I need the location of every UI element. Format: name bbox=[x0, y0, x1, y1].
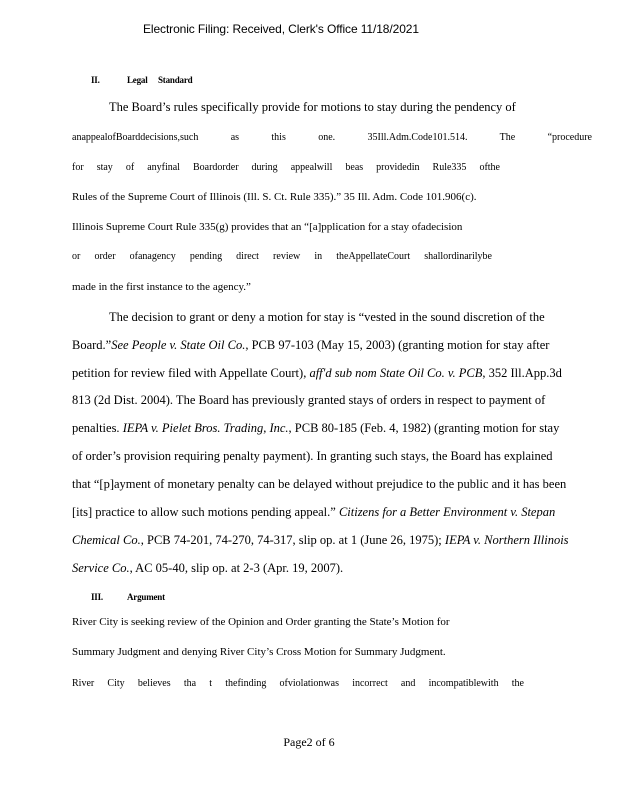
body-line: of order’s provision requiring penalty payment). In granting such stays, the Board has explained bbox=[72, 449, 553, 463]
body-line: made in the first instance to the agency.” bbox=[72, 281, 251, 293]
section-title-word: Standard bbox=[158, 75, 193, 85]
body-text: Board.” bbox=[72, 338, 112, 352]
body-line bbox=[72, 562, 343, 575]
body-text: , PCB 80-185 (Feb. 4, 1982) (granting motion for stay bbox=[288, 421, 560, 435]
section-heading-legal-standard bbox=[91, 75, 192, 85]
section-title-word: Legal bbox=[127, 75, 148, 85]
body-line: The Board’s rules specifically provide for motions to stay during the pendency of bbox=[109, 100, 516, 114]
case-citation: aff'd sub nom State Oil Co. v. PCB bbox=[309, 366, 483, 380]
section-number: III. bbox=[91, 592, 103, 602]
section-heading-argument bbox=[91, 592, 165, 602]
body-line: or order ofanagency pending direct review in theAppellateCourt shallordinarilybe bbox=[72, 251, 492, 262]
section-number: II. bbox=[91, 75, 100, 85]
body-line: Summary Judgment and denying River City’s Cross Motion for Summary Judgment. bbox=[72, 646, 446, 658]
body-text: penalties. bbox=[72, 421, 120, 435]
case-citation: Citizens for a Better Environment v. Stepan bbox=[338, 505, 556, 519]
body-line: Rules of the Supreme Court of Illinois (Ill. S. Ct. Rule 335).” 35 Ill. Adm. Code 101.906(c). bbox=[72, 191, 477, 203]
body-text: , AC 05-40, slip op. at 2-3 (Apr. 19, 2007). bbox=[129, 561, 344, 575]
case-citation: Service Co. bbox=[72, 561, 130, 575]
body-line: River City believes tha t thefinding ofviolationwas incorrect and incompatiblewith the bbox=[72, 678, 524, 689]
case-citation: See People v. State Oil Co. bbox=[111, 338, 246, 352]
case-citation: IEPA v. Northern Illinois bbox=[444, 533, 569, 547]
body-line bbox=[72, 506, 555, 519]
section-title-word: Argument bbox=[127, 592, 165, 602]
case-citation: Chemical Co. bbox=[72, 533, 141, 547]
body-line bbox=[72, 367, 562, 380]
body-line: Illinois Supreme Court Rule 335(g) provides that an “[a]pplication for a stay ofadecision bbox=[72, 221, 463, 233]
body-line: The decision to grant or deny a motion for stay is “vested in the sound discretion of the bbox=[109, 310, 545, 324]
body-text: , 352 Ill.App.3d bbox=[482, 366, 562, 380]
body-line bbox=[72, 422, 559, 435]
case-citation: IEPA v. Pielet Bros. Trading, Inc. bbox=[122, 421, 289, 435]
body-text: [its] practice to allow such motions pending appeal.” bbox=[72, 505, 336, 519]
body-line: anappealofBoarddecisions,such as this one. 35Ill.Adm.Code101.514. The “procedure bbox=[72, 132, 592, 143]
body-text: , PCB 74-201, 74-270, 74-317, slip op. at 1 (June 26, 1975); bbox=[140, 533, 442, 547]
body-line: that “[p]ayment of monetary penalty can be delayed without prejudice to the public and it has been bbox=[72, 477, 567, 491]
page-number: Page2 of 6 bbox=[283, 735, 335, 749]
body-line bbox=[72, 534, 569, 547]
body-line: for stay of anyfinal Boardorder during appealwill beas providedin Rule335 ofthe bbox=[72, 162, 500, 173]
body-text: , PCB 97-103 (May 15, 2003) (granting motion for stay after bbox=[245, 338, 550, 352]
body-text: petition for review filed with Appellate Court), bbox=[72, 366, 307, 380]
body-line: River City is seeking review of the Opinion and Order granting the State’s Motion for bbox=[72, 616, 450, 628]
body-line: 813 (2d Dist. 2004). The Board has previously granted stays of orders in respect to payment of bbox=[72, 393, 546, 407]
filing-stamp-header: Electronic Filing: Received, Clerk's Office 11/18/2021 bbox=[143, 22, 419, 36]
body-line bbox=[72, 339, 549, 352]
